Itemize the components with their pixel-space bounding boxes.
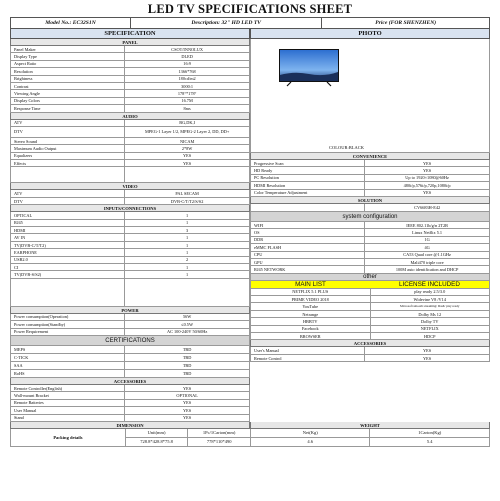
convenience-key: Color Temperature Adjustment — [251, 190, 365, 196]
input-row — [10, 271, 250, 278]
video-key: ATV — [11, 190, 125, 196]
spacer-row — [10, 279, 250, 307]
cert-value: TBD — [182, 346, 192, 352]
audio-value: YES — [183, 153, 192, 159]
convenience-key: HDMI Resolution — [251, 182, 365, 188]
system-value: Mali470 triple core — [410, 259, 444, 265]
cert-value: TBD — [182, 362, 192, 368]
accessory2-row — [250, 355, 490, 362]
convenience-row — [250, 182, 490, 189]
audio-row — [10, 160, 250, 167]
panel-section: PANEL — [10, 39, 250, 46]
system-row — [250, 222, 490, 229]
unit-header: Unit(mm) — [126, 429, 188, 438]
inputs-section: INPUTS/CONNECTIONS — [10, 205, 250, 212]
packing-label: Packing details — [11, 429, 126, 446]
app-name: BROWSER — [251, 333, 371, 339]
panel-row — [10, 83, 250, 90]
license-row — [250, 333, 490, 340]
input-key: RJ45 — [11, 220, 125, 226]
input-value: 1 — [186, 272, 189, 278]
solution-value: CV6683H-E42 — [414, 204, 441, 210]
panel-row — [10, 46, 250, 53]
panel-value: 16:9 — [183, 61, 191, 67]
input-key: OPTICAL — [11, 212, 125, 218]
spec-column — [10, 29, 250, 422]
accessory-value: OPTIONAL — [176, 393, 198, 399]
audio-section: AUDIO — [10, 113, 250, 120]
license-row — [250, 326, 490, 333]
input-key: TV(DVB-C/T/T2) — [11, 242, 125, 248]
unit-value: 728.8*428.8*75.8 — [140, 439, 173, 445]
input-row — [10, 234, 250, 241]
audio-row — [10, 145, 250, 152]
cert-value: TBD — [182, 370, 192, 376]
input-value: 1 — [186, 212, 189, 218]
power-row — [10, 314, 250, 321]
system-rows — [250, 222, 490, 274]
panel-row — [10, 90, 250, 97]
main-list-label: MAIN LIST — [295, 280, 326, 288]
panel-rows — [10, 46, 250, 113]
accessory2-value: YES — [423, 355, 432, 361]
app-name: Facebook — [251, 326, 371, 332]
panel-key: Panel Maker — [11, 46, 125, 52]
power-row — [10, 321, 250, 328]
system-key: RJ45 NETWORK — [251, 266, 365, 272]
system-row — [250, 266, 490, 273]
audio-key: Effects — [11, 160, 125, 166]
net-value: 4.6 — [307, 439, 314, 445]
system-key: eMMC FLASH — [251, 244, 365, 250]
input-key: HDMI — [11, 227, 125, 233]
system-row — [250, 252, 490, 259]
audio-value: YES — [183, 160, 192, 166]
audio-value: NICAM — [179, 138, 195, 144]
panel-row — [10, 76, 250, 83]
solution-row — [250, 204, 490, 212]
description: Description: 32" HD LED TV — [131, 18, 322, 28]
audio-row — [10, 127, 250, 138]
carton-weight-header: 1Carton(Kg) — [370, 429, 489, 438]
audio-key: Stereo Sound — [11, 138, 125, 144]
main-list-row — [250, 281, 490, 289]
price: Price (FOR SHENZHEN) — [375, 20, 437, 26]
input-key: TV(DVB-S/S2) — [11, 271, 125, 277]
system-section: system configuration — [250, 212, 490, 222]
convenience-row — [250, 190, 490, 197]
convenience-row — [250, 175, 490, 182]
audio-value: MPEG-1 Layer 1/2, MPEG-2 Layer 2, DD, DD+ — [144, 129, 230, 135]
cert-key: RoHS — [11, 370, 125, 377]
input-value: 1 — [186, 235, 189, 241]
photo-column — [250, 29, 490, 422]
accessories2-section: ACCESSORIES — [250, 340, 490, 347]
license-name: HDCP — [424, 333, 436, 339]
cert-rows — [10, 346, 250, 378]
audio-key: ATV — [11, 120, 125, 126]
convenience-value: YES — [423, 168, 432, 174]
accessory-key: Remote Controller(English) — [11, 385, 125, 391]
packing-table — [10, 429, 490, 447]
panel-value: 1366*768 — [178, 68, 196, 74]
system-value: 100M auto identification and DHCP — [395, 266, 459, 272]
system-value: CA53 Quad core @1.1GHz — [403, 252, 451, 258]
convenience-key: HD Ready — [251, 167, 365, 173]
app-name: NETFLIX 5.1 PLUS — [251, 289, 371, 295]
input-value: 1 — [186, 264, 189, 270]
license-row — [250, 296, 490, 303]
accessories-section: ACCESSORIES — [10, 378, 250, 385]
tv-image-icon — [279, 49, 339, 87]
input-row — [10, 264, 250, 271]
video-row — [10, 190, 250, 197]
panel-value: 8ms — [183, 105, 191, 111]
sheet-title: LED TV SPECIFICATIONS SHEET — [147, 2, 353, 16]
input-row — [10, 227, 250, 234]
cert-row — [10, 370, 250, 378]
input-key: CI — [11, 264, 125, 270]
audio-row — [10, 153, 250, 160]
solution-section: SOLUTION — [250, 197, 490, 204]
power-value: AC 100-240V 50/60Hz — [166, 329, 208, 335]
cert-value: TBD — [182, 354, 192, 360]
audio-row — [10, 120, 250, 127]
panel-key: Display Colors — [11, 98, 125, 104]
panel-value: DLED — [181, 54, 193, 60]
accessory-row — [10, 400, 250, 407]
convenience-value: Up to 1920×1080@60Hz — [405, 175, 449, 181]
system-value: 4G — [424, 244, 430, 250]
system-key: WIFI — [251, 222, 365, 228]
license-name: Dolby Ms 12 — [418, 311, 442, 317]
cert-row — [10, 362, 250, 370]
panel-key: Contrast — [11, 83, 125, 89]
accessory-key: User Manual — [11, 407, 125, 413]
system-row — [250, 244, 490, 251]
input-row — [10, 242, 250, 249]
inputs-rows — [10, 212, 250, 279]
accessory-value: YES — [183, 407, 192, 413]
input-key: AV IN — [11, 234, 125, 240]
power-key: Power consumption(Operation) — [11, 314, 125, 320]
accessory-value: YES — [183, 400, 192, 406]
audio-row — [10, 138, 250, 145]
model-no: Model No.: EC32S1N — [11, 18, 131, 28]
input-value: 1 — [186, 249, 189, 255]
carton-dim-value: 778*110*490 — [206, 439, 232, 445]
panel-row — [10, 105, 250, 112]
license-row — [250, 318, 490, 325]
cert-row — [10, 354, 250, 362]
panel-value: 180cd/m2 — [178, 76, 196, 82]
model-bar — [10, 17, 490, 29]
audio-value: 2*8W — [181, 145, 193, 151]
dimension-section: DIMENSION — [10, 422, 250, 429]
convenience-key: Progressive Scan — [251, 160, 365, 166]
video-row — [10, 198, 250, 205]
photo-header: PHOTO — [250, 29, 490, 39]
carton-weight-value: 5.4 — [426, 439, 433, 445]
accessory2-row — [250, 347, 490, 354]
panel-key: Aspect Ratio — [11, 61, 125, 67]
cert-key: C-TICK — [11, 354, 125, 361]
license-row — [250, 311, 490, 318]
panel-value: 16.7M — [181, 98, 193, 104]
packing-section — [10, 422, 490, 429]
video-value: DVB-C/T/T2/S/S2 — [170, 198, 204, 204]
panel-key: Response Time — [11, 105, 125, 111]
accessory-row — [10, 415, 250, 422]
system-row — [250, 237, 490, 244]
panel-key: Viewing Angle — [11, 90, 125, 96]
license-name: play ready 2.5/3.0 — [414, 289, 446, 295]
video-key: DTV — [11, 198, 125, 204]
panel-row — [10, 53, 250, 60]
license-name: NETFLIX — [420, 326, 439, 332]
input-key: EARPHONE — [11, 249, 125, 255]
input-row — [10, 249, 250, 256]
power-key: Power consumption(Standby) — [11, 321, 125, 327]
panel-key: Brightness — [11, 76, 125, 82]
accessory2-value: YES — [423, 348, 432, 354]
convenience-row — [250, 160, 490, 167]
system-value: IEEE 802.11b/g/n 2T2R — [406, 222, 448, 228]
license-row — [250, 289, 490, 296]
carton-dim-header: 1Pc/1Carton(mm) — [188, 429, 250, 438]
accessory-row — [10, 392, 250, 399]
accessory-key: Remote Batteries — [11, 400, 125, 406]
app-name: Netrange — [251, 311, 371, 317]
input-value: 1 — [186, 242, 189, 248]
accessory2-key: User's Manual — [251, 347, 365, 353]
panel-value: 178°*178° — [177, 91, 197, 97]
audio-key: Equalizers — [11, 153, 125, 159]
accessory2-key: Remote Control — [251, 355, 365, 361]
cert-row — [10, 346, 250, 354]
accessory-row — [10, 407, 250, 414]
system-key: OS — [251, 229, 365, 235]
system-value: Linux Netflix 5.1 — [412, 230, 443, 236]
net-header: Net(Kg) — [251, 429, 370, 438]
app-name: HBBTV — [251, 318, 371, 324]
accessory-key: Wall-mount Bracket — [11, 392, 125, 398]
panel-value: 3000:1 — [181, 83, 194, 89]
power-value: ≤0.5W — [181, 321, 194, 327]
system-key: CPU — [251, 252, 365, 258]
cert-key: MEPS — [11, 346, 125, 353]
accessories-rows — [10, 385, 250, 422]
audio-key: DTV — [11, 127, 125, 137]
panel-key: Display Type — [11, 53, 125, 59]
license-label: LICENSE INCLUDED — [399, 280, 460, 288]
accessory-value: YES — [183, 415, 192, 421]
convenience-value: YES — [423, 160, 432, 166]
spacer-row — [10, 167, 250, 183]
panel-row — [10, 68, 250, 75]
power-row — [10, 329, 250, 336]
convenience-rows — [250, 160, 490, 197]
convenience-key: PC Resolution — [251, 175, 365, 181]
certifications-section: CERTIFICATIONS — [10, 336, 250, 346]
colour-label: COLOUR:BLACK — [329, 145, 365, 150]
input-row — [10, 257, 250, 264]
power-rows — [10, 314, 250, 336]
video-value: PAL SECAM — [175, 191, 199, 197]
audio-value: BG,DK,I — [179, 120, 195, 126]
cert-key: SAA — [11, 362, 125, 369]
system-row — [250, 259, 490, 266]
panel-row — [10, 98, 250, 105]
input-row — [10, 212, 250, 219]
audio-key: Maximum Audio Output — [11, 145, 125, 151]
power-value: 56W — [182, 314, 192, 320]
convenience-value: 480i/p,576i/p,720p,1080i/p — [403, 182, 451, 188]
input-value: 2 — [186, 257, 189, 263]
accessories2-rows — [250, 347, 490, 362]
license-name: Dolby TV — [421, 318, 439, 324]
convenience-value: YES — [423, 190, 432, 196]
video-section: VIDEO — [10, 183, 250, 190]
weight-section: WEIGHT — [250, 422, 490, 429]
convenience-section: CONVENIENCE — [250, 153, 490, 160]
power-section: POWER — [10, 307, 250, 314]
system-row — [250, 229, 490, 236]
input-value: 3 — [186, 227, 189, 233]
spec-sheet — [10, 1, 490, 447]
convenience-row — [250, 167, 490, 174]
app-name: PRIME VIDEO 2018 — [251, 296, 371, 302]
accessory-row — [10, 385, 250, 392]
license-name: Microsoft smooth streaming/ Dash/ play ready — [400, 304, 460, 309]
license-row — [250, 303, 490, 310]
license-rows — [250, 289, 490, 341]
system-key: DDR — [251, 237, 365, 243]
input-value: 1 — [186, 220, 189, 226]
system-value: 1G — [424, 237, 430, 243]
video-rows — [10, 190, 250, 205]
spec-header: SPECIFICATION — [10, 29, 250, 39]
app-name: YouTube — [251, 303, 371, 309]
panel-value: CSOT/INNOLUX — [171, 46, 203, 52]
input-key: USB2.0 — [11, 257, 125, 263]
other-section: other — [250, 274, 490, 281]
license-name: Widevine V8 /V14 — [413, 296, 446, 302]
system-key: GPU — [251, 259, 365, 265]
panel-key: Resolution — [11, 68, 125, 74]
input-row — [10, 220, 250, 227]
panel-row — [10, 61, 250, 68]
accessory-value: YES — [183, 385, 192, 391]
accessory-key: Stand — [11, 415, 125, 421]
audio-rows — [10, 120, 250, 168]
product-photo — [250, 39, 490, 153]
power-key: Power Requirement — [11, 329, 125, 335]
